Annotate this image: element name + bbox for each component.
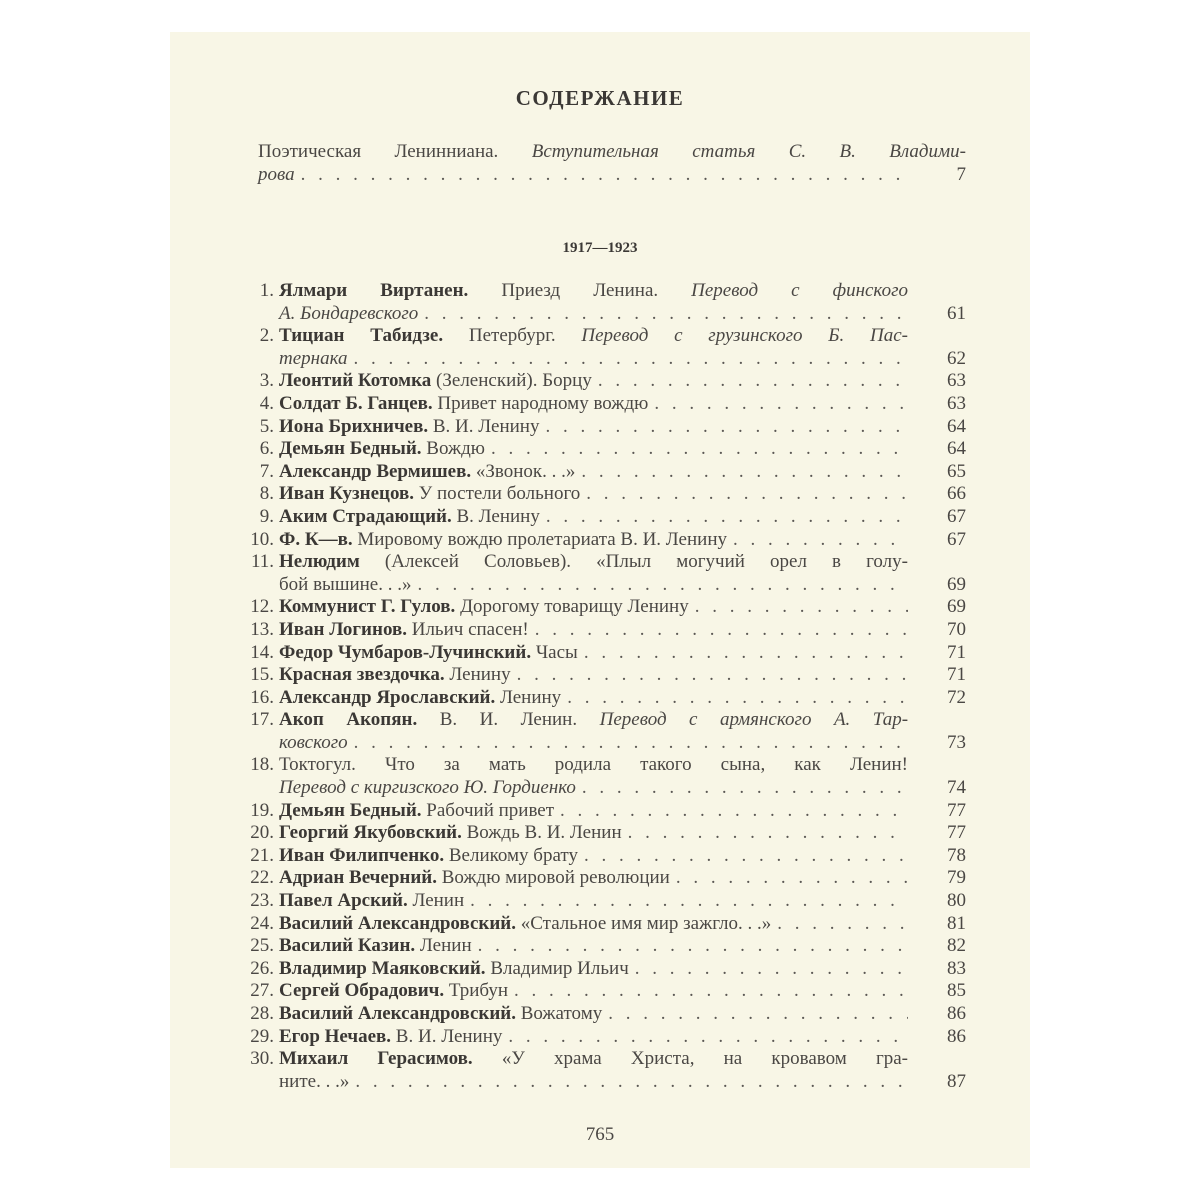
entry-number: 7. — [259, 460, 274, 482]
dot-leader — [578, 845, 908, 868]
entry-title: Ленину — [449, 664, 511, 686]
entry-line — [279, 280, 966, 303]
entry-title: Владимир Ильич — [490, 957, 629, 979]
entry-body — [274, 800, 966, 823]
entry-body — [274, 325, 966, 370]
entry-line — [279, 913, 966, 936]
entry-page: 73 — [947, 731, 966, 753]
entry-page: 66 — [947, 483, 966, 505]
entry-page: 79 — [947, 867, 966, 889]
entry-text — [279, 935, 472, 958]
entry-title: В. И. Ленин. — [439, 709, 578, 731]
entry-body — [274, 619, 966, 642]
toc-entry — [246, 800, 966, 823]
entry-title: Вождь В. И. Ленин — [466, 822, 622, 844]
toc-entry — [246, 687, 966, 710]
entry-text — [279, 506, 540, 529]
entry-author: Федор Чумбаров-Лучинский. — [279, 641, 532, 663]
entry-line — [279, 958, 966, 981]
entry-page: 83 — [947, 957, 966, 979]
entry-author: Тициан Табидзе. — [279, 325, 444, 347]
entry-body — [274, 393, 966, 416]
entry-line — [279, 642, 966, 665]
entry-body — [274, 642, 966, 665]
dot-leader — [540, 506, 908, 529]
entry-title: Приезд Ленина. — [501, 280, 659, 301]
entry-line — [279, 596, 966, 619]
entry-title: Ильич спасен! — [411, 618, 529, 640]
dot-leader — [418, 303, 908, 326]
entry-page: 86 — [947, 1003, 966, 1024]
entry-number: 28. — [250, 1003, 274, 1024]
entry-page: 64 — [947, 415, 966, 437]
entry-body — [274, 664, 966, 687]
entry-page: 69 — [947, 573, 966, 595]
entry-author: Красная звездочка. — [279, 664, 445, 686]
toc-entry — [246, 596, 966, 619]
entry-number: 21. — [250, 844, 274, 866]
entry-translation-note: Перевод с армянского А. Тар- — [599, 709, 909, 731]
entry-text — [279, 822, 622, 845]
dot-leader — [578, 642, 908, 665]
entry-title: Рабочий привет — [426, 799, 555, 821]
entry-body — [274, 935, 966, 958]
entry-line — [279, 1026, 966, 1049]
entry-number: 25. — [250, 935, 274, 957]
entry-text — [279, 845, 578, 868]
entry-body — [274, 980, 966, 1003]
entry-title: У постели больного — [418, 483, 581, 505]
toc-entry — [246, 461, 966, 484]
toc-entry — [246, 709, 966, 754]
entry-text — [279, 596, 689, 619]
toc-entry — [246, 1003, 966, 1026]
entry-number: 23. — [250, 890, 274, 912]
entry-body — [274, 958, 966, 981]
entry-title: Петербург. — [468, 325, 556, 347]
toc-entry — [246, 619, 966, 642]
entry-number: 29. — [250, 1025, 274, 1047]
entry-number: 22. — [250, 867, 274, 889]
entry-text — [279, 1003, 602, 1026]
dot-leader — [508, 980, 908, 1003]
dot-leader — [629, 958, 908, 981]
entry-number: 17. — [250, 709, 274, 731]
entry-author: Нелюдим — [279, 551, 360, 573]
toc-entry — [246, 551, 966, 596]
entry-text — [279, 393, 648, 416]
toc-entry — [246, 529, 966, 552]
entry-number: 16. — [250, 686, 274, 708]
entry-body — [274, 867, 966, 890]
entry-author: Солдат Б. Ганцев. — [279, 392, 433, 414]
entry-title: (Зеленский). Борцу — [436, 370, 592, 392]
entry-text — [279, 800, 554, 823]
entry-body — [274, 551, 966, 596]
entry-text — [279, 438, 485, 461]
dot-leader — [622, 822, 908, 845]
entry-continuation: ните. . .» — [279, 1070, 350, 1092]
entry-line — [279, 461, 966, 484]
entry-body — [274, 438, 966, 461]
entry-number: 20. — [250, 822, 274, 844]
section-heading: 1917—1923 — [562, 240, 638, 256]
entry-page: 67 — [947, 528, 966, 550]
entry-translation-note: Перевод с финского — [691, 280, 909, 301]
entry-title: «У храма Христа, на кровавом гра- — [501, 1048, 908, 1070]
entry-number: 30. — [250, 1048, 274, 1070]
dot-leader — [295, 163, 908, 186]
entry-text — [279, 642, 578, 665]
entry-number: 27. — [250, 980, 274, 1002]
entry-body — [274, 845, 966, 868]
entry-line — [279, 303, 966, 326]
dot-leader — [689, 596, 908, 619]
entry-title: Привет народному вождю — [437, 392, 649, 414]
dot-leader — [648, 393, 908, 416]
entry-line — [279, 890, 966, 913]
entry-page: 77 — [947, 799, 966, 821]
dot-leader — [411, 574, 908, 597]
dot-leader — [727, 529, 908, 552]
entry-number: 4. — [259, 392, 274, 414]
entry-page: 85 — [947, 980, 966, 1002]
entry-author: Александр Вермишев. — [279, 460, 472, 482]
entry-author: Ф. К—в. — [279, 528, 353, 550]
intro-entry — [258, 140, 966, 186]
entry-page: 61 — [947, 302, 966, 324]
toc-entry — [246, 416, 966, 439]
entry-title: Токтогул. Что за мать родила такого сына, как Ленин! — [279, 754, 908, 776]
entry-title: Великому брату — [448, 844, 578, 866]
dot-leader — [602, 1003, 908, 1026]
entry-line — [279, 551, 966, 574]
toc-entry — [246, 483, 966, 506]
entry-title: «Звонок. . .» — [475, 460, 576, 482]
toc-entry — [246, 325, 966, 370]
toc-entry — [246, 1048, 966, 1093]
entry-author: Леонтий Котомка — [279, 370, 432, 392]
entry-author: Адриан Вечерний. — [279, 867, 437, 889]
toc-entry — [246, 913, 966, 936]
entry-author: Ялмари Виртанен. — [279, 280, 469, 301]
entry-text — [279, 1026, 502, 1049]
entry-page: 62 — [947, 347, 966, 369]
entry-line — [279, 664, 966, 687]
intro-page: 7 — [956, 164, 966, 185]
entry-title: Трибун — [448, 980, 509, 1002]
dot-leader — [575, 461, 908, 484]
entry-number: 8. — [259, 483, 274, 505]
entry-line — [279, 438, 966, 461]
toc-entry — [246, 822, 966, 845]
entry-number: 15. — [250, 664, 274, 686]
entry-page: 74 — [947, 777, 966, 799]
dot-leader — [502, 1026, 908, 1049]
entry-author: Аким Страдающий. — [279, 505, 452, 527]
entry-author: Георгий Якубовский. — [279, 822, 462, 844]
entry-text — [279, 529, 727, 552]
entry-body — [274, 596, 966, 619]
toc-entry — [246, 754, 966, 799]
page-title: СОДЕРЖАНИЕ — [515, 86, 685, 110]
entry-body — [274, 1048, 966, 1093]
intro-last-line — [258, 163, 966, 186]
entry-page: 86 — [947, 1025, 966, 1047]
entry-title: Мировому вождю пролетариата В. И. Ленину — [357, 528, 727, 550]
dot-leader — [539, 416, 908, 439]
entry-line — [279, 935, 966, 958]
entry-number: 12. — [250, 596, 274, 618]
entry-page: 65 — [947, 460, 966, 482]
entry-line — [279, 822, 966, 845]
entry-line — [279, 800, 966, 823]
entry-number: 1. — [259, 280, 274, 301]
entry-page: 80 — [947, 890, 966, 912]
toc-entry — [246, 958, 966, 981]
entry-title: Ленин — [419, 935, 472, 957]
entry-body — [274, 370, 966, 393]
dot-leader — [561, 687, 908, 710]
entry-line — [279, 732, 966, 755]
entry-line — [279, 483, 966, 506]
entry-text — [279, 461, 575, 484]
entry-author: Коммунист Г. Гулов. — [279, 596, 456, 618]
entry-body — [274, 461, 966, 484]
entry-author: Демьян Бедный. — [279, 438, 422, 460]
entry-number: 9. — [259, 505, 274, 527]
entry-page: 63 — [947, 392, 966, 414]
entry-body — [274, 687, 966, 710]
entry-body — [274, 890, 966, 913]
entry-line — [279, 529, 966, 552]
toc-entry — [246, 370, 966, 393]
entry-text — [279, 416, 539, 439]
entry-translation-note: Перевод с грузинского Б. Пас- — [581, 325, 908, 347]
toc-entry — [246, 1026, 966, 1049]
entry-text — [279, 483, 580, 506]
entry-author: Демьян Бедный. — [279, 799, 422, 821]
entry-line — [279, 687, 966, 710]
entry-author: Егор Нечаев. — [279, 1025, 392, 1047]
dot-leader — [576, 777, 908, 800]
entry-body — [274, 416, 966, 439]
entry-title: Ленин — [412, 890, 465, 912]
toc-entry — [246, 506, 966, 529]
entry-title: Часы — [535, 641, 578, 663]
dot-leader — [670, 867, 908, 890]
entry-page: 82 — [947, 935, 966, 957]
intro-note: Вступительная статья С. В. Владими- — [531, 141, 966, 162]
entry-continuation: Перевод с киргизского Ю. Гордиенко — [279, 777, 576, 799]
entry-line — [279, 845, 966, 868]
entry-line — [279, 1003, 966, 1026]
dot-leader — [348, 348, 909, 371]
entry-title: (Алексей Соловьев). «Плыл могучий орел в голу- — [384, 551, 908, 573]
entry-text — [279, 958, 629, 981]
entry-text — [279, 370, 592, 393]
entry-number: 24. — [250, 912, 274, 934]
entry-line — [279, 506, 966, 529]
entry-body — [274, 280, 966, 325]
entry-text — [279, 664, 511, 687]
entry-page: 72 — [947, 686, 966, 708]
entry-line — [279, 980, 966, 1003]
dot-leader — [472, 935, 908, 958]
toc-entry — [246, 438, 966, 461]
entry-text — [279, 867, 670, 890]
entry-title: «Стальное имя мир зажгло. . .» — [520, 912, 772, 934]
entry-continuation: тернака — [279, 347, 348, 369]
entry-page: 64 — [947, 438, 966, 460]
entry-text — [279, 687, 561, 710]
entry-title: В. И. Ленину — [432, 415, 540, 437]
entry-number: 11. — [250, 551, 274, 573]
entry-continuation: ковского — [279, 731, 348, 753]
intro-line — [258, 140, 966, 163]
entry-line — [279, 325, 966, 348]
entry-text — [279, 619, 529, 642]
toc-entry — [246, 845, 966, 868]
entry-author: Александр Ярославский. — [279, 686, 496, 708]
entry-author: Василий Казин. — [279, 935, 416, 957]
entry-number: 19. — [250, 799, 274, 821]
entry-line — [279, 1048, 966, 1071]
toc-entry — [246, 393, 966, 416]
dot-leader — [349, 1071, 908, 1094]
dot-leader — [554, 800, 908, 823]
book-page — [170, 32, 1030, 1168]
entry-author: Иван Логинов. — [279, 618, 407, 640]
entry-title: Дорогому товарищу Ленину — [460, 596, 689, 618]
entry-number: 5. — [259, 415, 274, 437]
entry-author: Василий Александровский. — [279, 912, 516, 934]
entry-line — [279, 709, 966, 732]
entry-text — [279, 980, 508, 1003]
entry-line — [279, 574, 966, 597]
entry-number: 10. — [250, 528, 274, 550]
entry-continuation: А. Бондаревского — [279, 302, 419, 324]
toc-list — [246, 280, 966, 1093]
entry-title: Вождю — [426, 438, 485, 460]
entry-body — [274, 709, 966, 754]
dot-leader — [592, 370, 908, 393]
entry-line — [279, 348, 966, 371]
entry-page: 87 — [947, 1070, 966, 1092]
entry-continuation: бой вышине. . .» — [279, 573, 412, 595]
entry-author: Михаил Герасимов. — [279, 1048, 473, 1070]
entry-author: Владимир Маяковский. — [279, 957, 486, 979]
entry-number: 3. — [259, 370, 274, 392]
entry-number: 14. — [250, 641, 274, 663]
entry-line — [279, 416, 966, 439]
entry-page: 69 — [947, 596, 966, 618]
toc-entry — [246, 280, 966, 325]
entry-body — [274, 822, 966, 845]
entry-body — [274, 506, 966, 529]
entry-author: Акоп Акопян. — [279, 709, 418, 731]
entry-author: Иона Брихничев. — [279, 415, 429, 437]
entry-body — [274, 754, 966, 799]
entry-title: Ленину — [499, 686, 562, 708]
entry-line — [279, 754, 966, 777]
entry-number: 13. — [250, 618, 274, 640]
toc-entry — [246, 664, 966, 687]
entry-line — [279, 393, 966, 416]
entry-title: В. Ленину — [456, 505, 540, 527]
entry-text — [279, 890, 464, 913]
entry-body — [274, 1003, 966, 1026]
entry-line — [279, 1071, 966, 1094]
entry-page: 67 — [947, 505, 966, 527]
entry-author: Павел Арский. — [279, 890, 408, 912]
entry-line — [279, 370, 966, 393]
entry-body — [274, 1026, 966, 1049]
dot-leader — [485, 438, 908, 461]
entry-line — [279, 777, 966, 800]
entry-page: 70 — [947, 618, 966, 640]
entry-title: Вождю мировой революции — [441, 867, 670, 889]
entry-page: 71 — [947, 664, 966, 686]
entry-number: 18. — [250, 754, 274, 776]
entry-author: Иван Кузнецов. — [279, 483, 415, 505]
entry-page: 81 — [947, 912, 966, 934]
dot-leader — [348, 732, 908, 755]
intro-note-cont: рова — [258, 164, 295, 185]
entry-line — [279, 867, 966, 890]
entry-author: Сергей Обрадович. — [279, 980, 445, 1002]
entry-page: 78 — [947, 844, 966, 866]
entry-body — [274, 529, 966, 552]
entry-author: Василий Александровский. — [279, 1003, 516, 1024]
dot-leader — [511, 664, 908, 687]
entry-page: 77 — [947, 822, 966, 844]
entry-body — [274, 483, 966, 506]
entry-title: Вожатому — [520, 1003, 603, 1024]
entry-number: 2. — [259, 325, 274, 347]
dot-leader — [580, 483, 908, 506]
entry-number: 6. — [259, 438, 274, 460]
page-number: 765 — [585, 1124, 615, 1145]
toc-entry — [246, 642, 966, 665]
toc-entry — [246, 890, 966, 913]
toc-entry — [246, 980, 966, 1003]
entry-author: Иван Филипченко. — [279, 844, 445, 866]
dot-leader — [771, 913, 908, 936]
entry-text — [279, 913, 771, 936]
entry-line — [279, 619, 966, 642]
entry-body — [274, 913, 966, 936]
toc-entry — [246, 867, 966, 890]
entry-number: 26. — [250, 957, 274, 979]
intro-text: Поэтическая Ленинниана. — [258, 141, 499, 162]
entry-page: 63 — [947, 370, 966, 392]
toc-entry — [246, 935, 966, 958]
dot-leader — [529, 619, 908, 642]
entry-page: 71 — [947, 641, 966, 663]
entry-title: В. И. Ленину — [395, 1025, 503, 1047]
dot-leader — [464, 890, 908, 913]
